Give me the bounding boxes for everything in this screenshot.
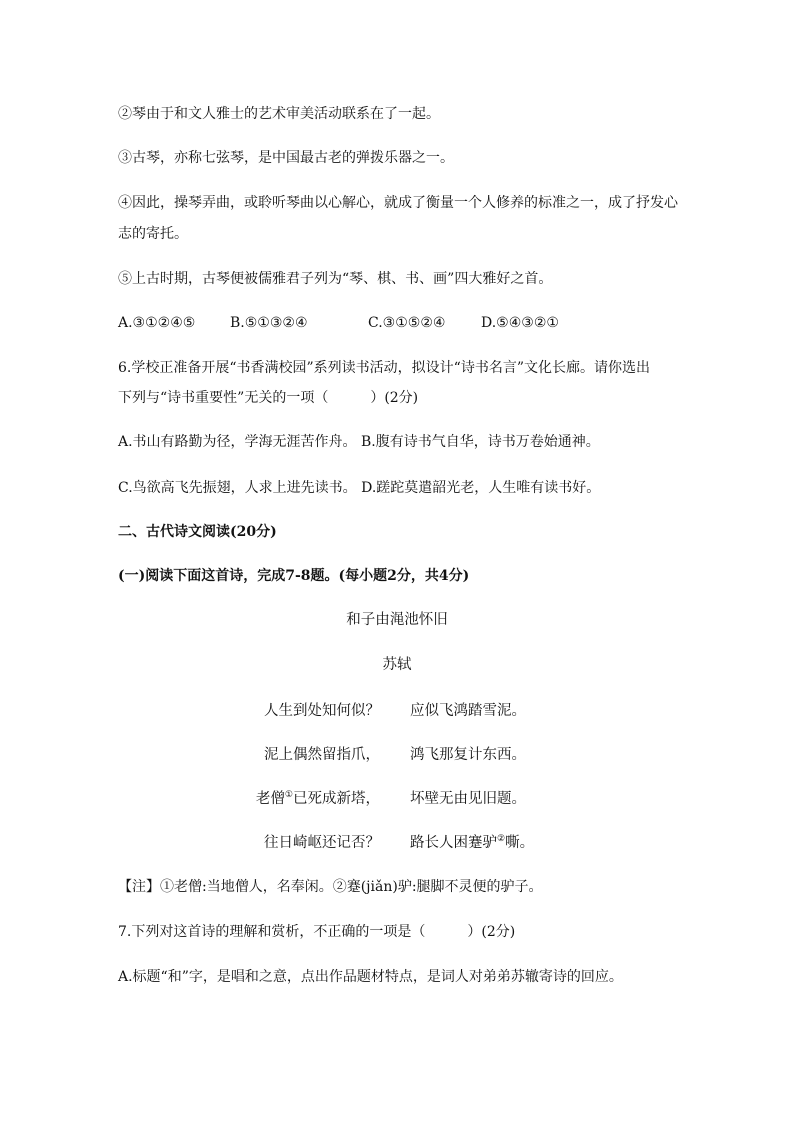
q5-option-c: C.③①⑤②④ (368, 315, 446, 331)
q6-stem-line-2: 下列与“诗书重要性”无关的一项（ ）(2分) (118, 390, 419, 406)
subsection-1-title: (一)阅读下面这首诗，完成7-8题。(每小题2分，共4分) (118, 568, 470, 584)
footnote-2-mark: ② (497, 834, 506, 844)
footnote-1-mark: ① (284, 790, 293, 800)
sentence-2: ②琴由于和文人雅士的艺术审美活动联系在了一起。 (118, 106, 440, 122)
q7-stem: 7.下列对这首诗的理解和赏析，不正确的一项是（ ）(2分) (118, 924, 516, 940)
q6-stem-line-1: 6.学校正准备开展“书香满校园”系列读书活动，拟设计“诗书名言”文化长廊。请你选出 (118, 360, 650, 376)
poem-author: 苏轼 (382, 657, 412, 673)
sentence-4-line-2: 志的寄托。 (118, 226, 188, 242)
poem-line-4b: 路长人困蹇驴②嘶。 (410, 834, 535, 851)
sentence-5: ⑤上古时期，古琴便被儒雅君子列为“琴、棋、书、画”四大雅好之首。 (118, 271, 553, 287)
poem-line-2a: 泥上偶然留指爪， (264, 747, 380, 763)
poem-line-3b: 坏壁无由见旧题。 (410, 791, 526, 807)
q6-options-cd: C.鸟欲高飞先振翅，人求上进先读书。 D.蹉跎莫遣韶光老，人生唯有读书好。 (118, 480, 601, 496)
section-2-title: 二、古代诗文阅读(20分) (118, 524, 277, 540)
q5-option-a: A.③①②④⑤ (118, 315, 196, 331)
poem-title: 和子由渑池怀旧 (346, 612, 448, 628)
q7-option-a: A.标题“和”字，是唱和之意，点出作品题材特点，是词人对弟弟苏辙寄诗的回应。 (118, 969, 623, 985)
sentence-4-line-1: ④因此，操琴弄曲，或聆听琴曲以心解心，就成了衡量一个人修养的标准之一，成了抒发心 (118, 195, 678, 211)
poem-line-4a: 往日崎岖还记否？ (264, 835, 380, 851)
sentence-3: ③古琴，亦称七弦琴，是中国最古老的弹拨乐器之一。 (118, 150, 454, 166)
poem-line-3a: 老僧①已死成新塔， (255, 790, 380, 807)
poem-line-1a: 人生到处知何似？ (264, 703, 380, 719)
poem-note: 【注】①老僧:当地僧人，名奉闲。②蹇(jiǎn)驴:腿脚不灵便的驴子。 (118, 879, 543, 895)
q5-options (118, 313, 684, 333)
poem-line-2b: 鸿飞那复计东西。 (410, 747, 526, 763)
q5-option-d: D.⑤④③②① (481, 315, 559, 331)
q5-option-b: B.⑤①③②④ (230, 315, 308, 331)
poem-line-1b: 应似飞鸿踏雪泥。 (410, 703, 526, 719)
q6-options-ab: A.书山有路勤为径，学海无涯苦作舟。 B.腹有诗书气自华，诗书万卷始通神。 (118, 434, 600, 450)
